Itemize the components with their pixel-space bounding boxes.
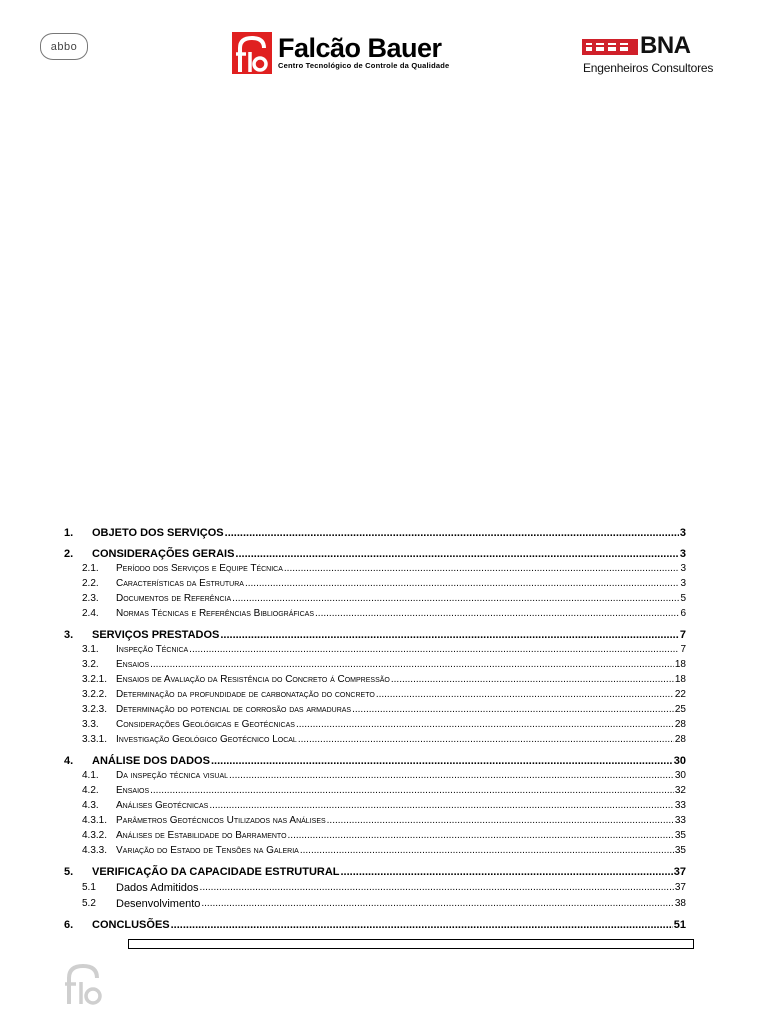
toc-leader-dots <box>171 919 673 931</box>
toc-entry[interactable] <box>64 767 686 782</box>
toc-entry[interactable] <box>64 520 686 539</box>
toc-entry[interactable] <box>64 731 686 746</box>
toc-entry-page: 30 <box>674 770 686 781</box>
toc-leader-dots <box>229 770 674 782</box>
toc-entry[interactable] <box>64 641 686 656</box>
toc-entry[interactable] <box>64 686 686 701</box>
toc-entry-page: 33 <box>674 800 686 811</box>
toc-entry-page: 18 <box>674 674 686 685</box>
toc-entry-page: 7 <box>680 644 686 655</box>
toc-entry-number: 3.1. <box>82 644 99 655</box>
toc-entry-title: Inspeção Técnica <box>116 644 189 655</box>
toc-entry-title: VERIFICAÇÃO DA CAPACIDADE ESTRUTURAL <box>92 866 340 878</box>
toc-entry-page: 35 <box>674 845 686 856</box>
toc-entry-page: 3 <box>680 563 686 574</box>
toc-entry-number: 3.2.1. <box>82 674 108 685</box>
toc-entry-number: 3.2.3. <box>82 704 108 715</box>
toc-entry-page: 51 <box>673 919 686 931</box>
toc-entry[interactable] <box>64 859 686 878</box>
toc-entry-title: Normas Técnicas e Referências Bibliográficas <box>116 608 315 619</box>
toc-entry-page: 25 <box>674 704 686 715</box>
bna-mark-icon <box>582 39 638 55</box>
toc-entry-title: Ensaios <box>116 785 150 796</box>
toc-entry[interactable] <box>64 812 686 827</box>
footer-bar <box>128 939 694 949</box>
toc-leader-dots <box>200 882 674 894</box>
toc-entry[interactable] <box>64 671 686 686</box>
abbo-logo-text: abbo <box>50 40 78 53</box>
toc-leader-dots <box>315 608 679 620</box>
toc-leader-dots <box>220 629 679 641</box>
toc-entry-title: Dados Admitidos <box>116 882 199 894</box>
toc-entry-page: 3 <box>679 527 686 539</box>
toc-leader-dots <box>201 898 674 910</box>
toc-entry-title: Ensaios <box>116 659 150 670</box>
toc-entry-page: 33 <box>674 815 686 826</box>
toc-entry-number: 1. <box>64 527 74 539</box>
toc-entry[interactable] <box>64 782 686 797</box>
toc-entry-page: 3 <box>679 548 686 560</box>
toc-entry-number: 2.1. <box>82 563 99 574</box>
toc-entry-page: 18 <box>674 659 686 670</box>
toc-entry-page: 32 <box>674 785 686 796</box>
toc-entry-number: 3.3.1. <box>82 734 108 745</box>
toc-entry[interactable] <box>64 716 686 731</box>
toc-leader-dots <box>300 845 674 857</box>
toc-leader-dots <box>296 719 674 731</box>
toc-entry-title: SERVIÇOS PRESTADOS <box>92 629 220 641</box>
toc-entry-title: Documentos de Referência <box>116 593 232 604</box>
toc-entry-page: 5 <box>680 593 686 604</box>
falcao-bauer-name: Falcão Bauer <box>278 33 442 63</box>
toc-entry-page: 38 <box>674 898 686 909</box>
toc-entry-title: Características da Estrutura <box>116 578 244 589</box>
toc-entry[interactable] <box>64 894 686 910</box>
toc-entry-title: OBJETO DOS SERVIÇOS <box>92 527 224 539</box>
toc-entry-page: 6 <box>680 608 686 619</box>
toc-entry-number: 3.3. <box>82 719 99 730</box>
toc-entry-title: Determinação do potencial de corrosão das armaduras <box>116 704 352 715</box>
toc-entry-page: 30 <box>673 755 686 767</box>
table-of-contents <box>64 518 686 931</box>
falcao-bauer-subtitle: Centro Tecnológico de Controle da Qualidade <box>278 61 450 70</box>
toc-leader-dots <box>225 527 679 539</box>
toc-entry-number: 4.3. <box>82 800 99 811</box>
toc-leader-dots <box>352 704 674 716</box>
toc-entry[interactable] <box>64 590 686 605</box>
toc-entry-title: CONSIDERAÇÕES GERAIS <box>92 548 235 560</box>
abbo-logo <box>40 33 88 60</box>
toc-entry-number: 6. <box>64 919 74 931</box>
toc-entry-page: 37 <box>674 882 686 893</box>
toc-entry-number: 2.2. <box>82 578 99 589</box>
toc-entry[interactable] <box>64 605 686 620</box>
toc-entry-title: CONCLUSÕES <box>92 919 170 931</box>
toc-entry-title: Considerações Geológicas e Geotécnicas <box>116 719 295 730</box>
toc-entry-number: 4.1. <box>82 770 99 781</box>
toc-entry[interactable] <box>64 656 686 671</box>
toc-leader-dots <box>284 563 680 575</box>
bna-subtitle: Engenheiros Consultores <box>583 61 714 75</box>
toc-entry-number: 5.1 <box>82 882 96 893</box>
toc-entry-number: 5.2 <box>82 898 96 909</box>
toc-entry-page: 22 <box>674 689 686 700</box>
toc-entry-title: Análises Geotécnicas <box>116 800 209 811</box>
toc-entry[interactable] <box>64 748 686 767</box>
toc-entry-title: Variação do Estado de Tensões na Galeria <box>116 845 299 856</box>
toc-leader-dots <box>189 644 679 656</box>
toc-entry[interactable] <box>64 701 686 716</box>
toc-leader-dots <box>150 785 674 797</box>
toc-entry[interactable] <box>64 797 686 812</box>
toc-leader-dots <box>288 830 674 842</box>
toc-entry-title: Da inspeção técnica visual <box>116 770 229 781</box>
toc-entry[interactable] <box>64 575 686 590</box>
toc-leader-dots <box>298 734 674 746</box>
toc-entry[interactable] <box>64 541 686 560</box>
toc-entry[interactable] <box>64 878 686 894</box>
toc-entry[interactable] <box>64 912 686 931</box>
toc-entry-number: 4.3.3. <box>82 845 108 856</box>
toc-entry-number: 2. <box>64 548 74 560</box>
toc-entry-page: 35 <box>674 830 686 841</box>
toc-entry-page: 7 <box>679 629 686 641</box>
toc-entry-number: 4. <box>64 755 74 767</box>
toc-entry[interactable] <box>64 827 686 842</box>
toc-entry-title: Período dos Serviços e Equipe Técnica <box>116 563 283 574</box>
toc-entry-page: 37 <box>673 866 686 878</box>
toc-entry[interactable] <box>64 842 686 857</box>
toc-entry-title: ANÁLISE DOS DADOS <box>92 755 210 767</box>
toc-leader-dots <box>235 548 678 560</box>
toc-entry-number: 3.2. <box>82 659 99 670</box>
toc-entry-number: 5. <box>64 866 74 878</box>
bna-logo <box>582 32 732 77</box>
bna-name: BNA <box>640 32 691 59</box>
toc-leader-dots <box>391 674 674 686</box>
toc-entry-number: 2.3. <box>82 593 99 604</box>
falcao-bauer-watermark-icon <box>63 960 105 1006</box>
toc-entry-number: 2.4. <box>82 608 99 619</box>
toc-entry-number: 3. <box>64 629 74 641</box>
toc-leader-dots <box>150 659 674 671</box>
toc-entry[interactable] <box>64 622 686 641</box>
toc-entry-page: 3 <box>680 578 686 589</box>
toc-leader-dots <box>211 755 673 767</box>
toc-leader-dots <box>376 689 674 701</box>
toc-entry-title: Desenvolvimento <box>116 898 201 910</box>
toc-entry[interactable] <box>64 560 686 575</box>
toc-entry-number: 4.3.2. <box>82 830 108 841</box>
falcao-bauer-logo <box>232 32 472 76</box>
toc-leader-dots <box>232 593 679 605</box>
toc-entry-title: Análises de Estabilidade do Barramento <box>116 830 287 841</box>
toc-entry-title: Investigação Geológico Geotécnico Local <box>116 734 297 745</box>
toc-entry-page: 28 <box>674 719 686 730</box>
toc-entry-title: Parâmetros Geotécnicos Utilizados nas Análises <box>116 815 326 826</box>
toc-entry-title: Determinação da profundidade de carbonatação do concreto <box>116 689 375 700</box>
toc-leader-dots <box>245 578 679 590</box>
toc-entry-number: 3.2.2. <box>82 689 108 700</box>
toc-entry-title: Ensaios de Avaliação da Resistência do Concreto á Compressão <box>116 674 390 685</box>
toc-entry-number: 4.2. <box>82 785 99 796</box>
toc-leader-dots <box>327 815 674 827</box>
toc-leader-dots <box>209 800 674 812</box>
toc-leader-dots <box>341 866 673 878</box>
toc-entry-page: 28 <box>674 734 686 745</box>
toc-entry-number: 4.3.1. <box>82 815 108 826</box>
falcao-bauer-mark-icon <box>232 32 272 74</box>
